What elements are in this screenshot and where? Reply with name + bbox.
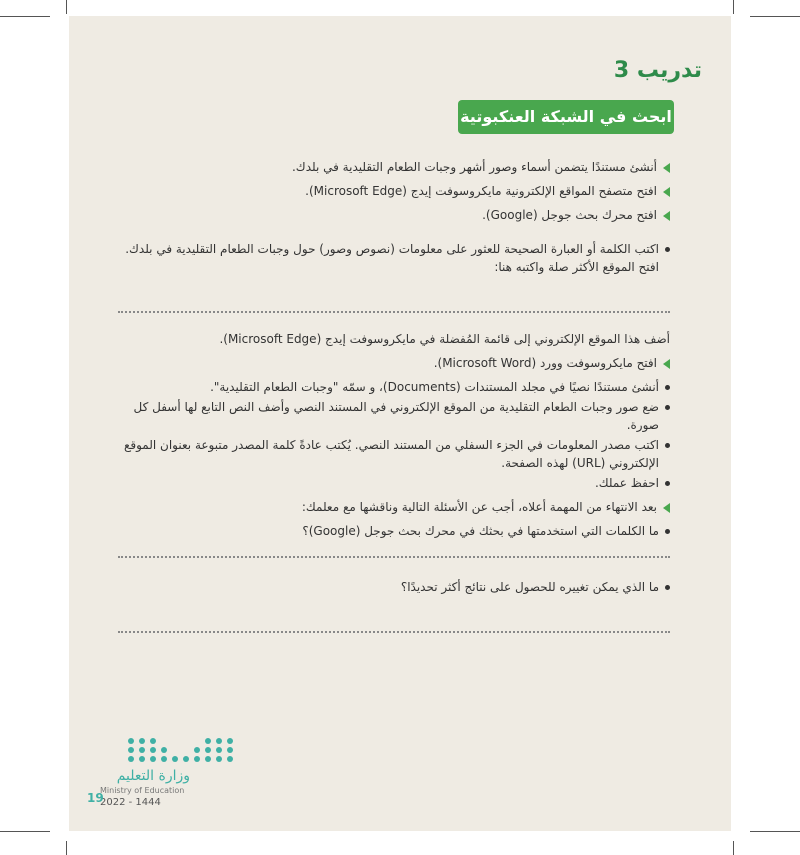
list-item: أنشئ مستندًا يتضمن أسماء وصور أشهر وجبات الطعام التقليدية في بلدك. — [118, 158, 670, 176]
crop-mark — [750, 831, 800, 832]
list-item: أنشئ مستندًا نصيًا في مجلد المستندات (Documents)، و سمّه "وجبات الطعام التقليدية". — [118, 378, 670, 396]
crop-mark — [66, 0, 67, 14]
bullet-icon — [665, 443, 670, 448]
list-item: افتح محرك بحث جوجل (Google). — [118, 206, 670, 224]
list-item: افتح مايكروسوفت وورد (Microsoft Word). — [118, 354, 670, 372]
crop-mark — [0, 16, 50, 17]
answer-line[interactable] — [118, 311, 670, 313]
list-item: ضع صور وجبات الطعام التقليدية من الموقع الإلكتروني في المستند النصي وأضف النص التابع لها أسفل كل صورة. — [118, 398, 670, 434]
page-title: تدريب 3 — [613, 58, 702, 83]
crop-mark — [733, 0, 734, 14]
steps-list — [118, 158, 670, 230]
word-section — [118, 330, 670, 546]
years: 2022 - 1444 — [100, 797, 161, 808]
list-item: احفظ عملك. — [118, 474, 670, 492]
list-item: ما الذي يمكن تغييره للحصول على نتائج أكثر تحديدًا؟ — [118, 578, 670, 596]
list-item: بعد الانتهاء من المهمة أعلاه، أجب عن الأسئلة التالية وناقشها مع معلمك: — [118, 498, 670, 516]
list-item: اكتب مصدر المعلومات في الجزء السفلي من المستند النصي. يُكتب عادةً كلمة المصدر متبوعة بعنوان الموقع الإلكتروني (URL) لهذه الصفحة. — [118, 436, 670, 472]
brand-arabic: وزارة التعليم — [116, 768, 190, 784]
list-item: افتح متصفح المواقع الإلكترونية مايكروسوفت إيدج (Microsoft Edge). — [118, 182, 670, 200]
brand-english: Ministry of Education — [100, 786, 185, 795]
ministry-logo — [100, 738, 220, 808]
list-item: أضف هذا الموقع الإلكتروني إلى قائمة المُفضلة في مايكروسوفت إيدج (Microsoft Edge). — [219, 332, 670, 346]
crop-mark — [750, 16, 800, 17]
bullet-icon — [665, 481, 670, 486]
green-triangle-icon — [663, 359, 670, 369]
green-triangle-icon — [663, 503, 670, 513]
section-title: ابحث في الشبكة العنكبوتية — [458, 100, 674, 134]
bullet-icon — [665, 529, 670, 534]
bullet-icon — [665, 385, 670, 390]
bullet-icon — [665, 585, 670, 590]
crop-mark — [0, 831, 50, 832]
logo-dots-icon — [128, 738, 220, 762]
list-item: ما الكلمات التي استخدمتها في بحثك في محرك بحث جوجل (Google)؟ — [118, 522, 670, 540]
answer-line[interactable] — [118, 631, 670, 633]
list-item: اكتب الكلمة أو العبارة الصحيحة للعثور على معلومات (نصوص وصور) حول وجبات الطعام التقليدية في بلدك. افتح الموقع الأكثر صلة واكتبه هنا: — [118, 240, 670, 276]
crop-mark — [733, 841, 734, 855]
question-2 — [118, 578, 670, 602]
bullet-icon — [665, 405, 670, 410]
crop-mark — [66, 841, 67, 855]
green-triangle-icon — [663, 187, 670, 197]
green-triangle-icon — [663, 163, 670, 173]
green-triangle-icon — [663, 211, 670, 221]
answer-line[interactable] — [118, 556, 670, 558]
page-number: 19 — [87, 791, 104, 805]
search-instructions — [118, 240, 670, 282]
bullet-icon — [665, 247, 670, 252]
